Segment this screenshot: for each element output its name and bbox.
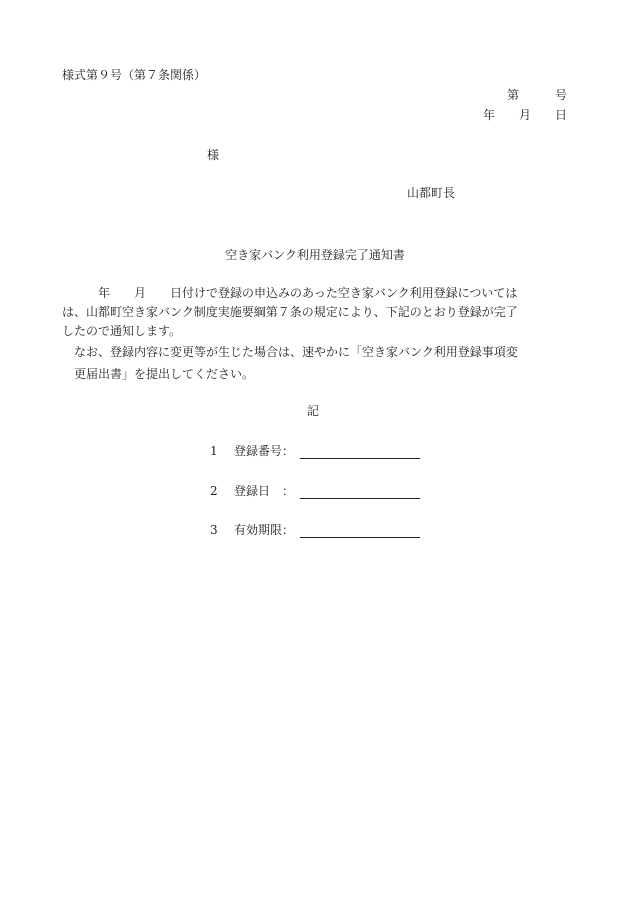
- registration-number-field[interactable]: [300, 445, 420, 459]
- note-paragraph-line: なお、登録内容に変更等が生じた場合は、速やかに「空き家バンク利用登録事項変: [74, 345, 518, 359]
- document-number: 第 号: [506, 88, 567, 102]
- item-number: 2: [210, 484, 218, 498]
- item-number: 3: [210, 523, 218, 537]
- issue-date: 年 月 日: [482, 108, 567, 122]
- form-number: 様式第９号（第７条関係）: [62, 68, 207, 82]
- addressee: 様: [207, 148, 220, 162]
- document-title: 空き家バンク利用登録完了通知書: [225, 248, 405, 262]
- body-paragraph-line: 年 月 日付けで登録の申込みのあった空き家バンク利用登録については: [98, 286, 518, 300]
- expiry-date-field[interactable]: [300, 524, 420, 538]
- note-paragraph-line: 更届出書」を提出してください。: [74, 367, 255, 381]
- expiry-date-item: [210, 522, 420, 538]
- registration-number-item: [210, 443, 420, 459]
- registration-date-item: [210, 483, 420, 499]
- item-label: 登録番号：: [234, 444, 295, 458]
- item-label: 有効期限：: [234, 523, 295, 537]
- body-paragraph-line: したので通知します。: [62, 324, 182, 338]
- body-paragraph-line: は、山都町空き家バンク制度実施要綱第７条の規定により、下記のとおり登録が完了: [62, 305, 518, 319]
- item-number: 1: [210, 444, 218, 458]
- ki-heading: 記: [307, 404, 320, 418]
- registration-date-field[interactable]: [300, 485, 420, 499]
- item-label: 登録日 ：: [234, 484, 295, 498]
- sender: 山都町長: [407, 186, 456, 200]
